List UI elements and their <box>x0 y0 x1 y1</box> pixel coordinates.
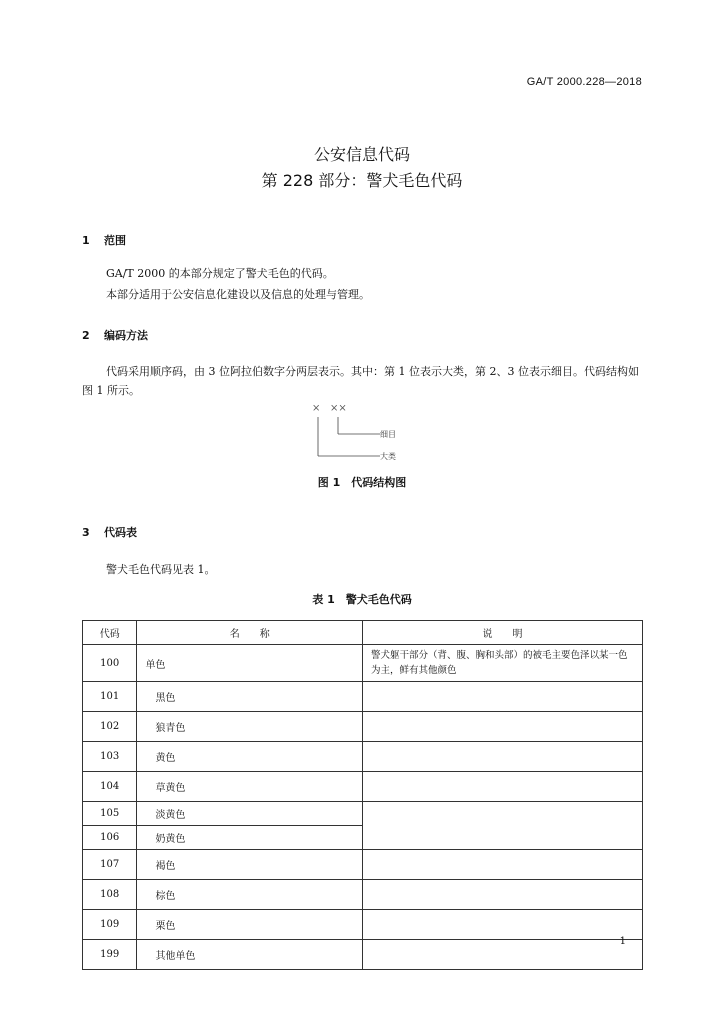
cell-code: 108 <box>83 880 137 910</box>
table-row <box>83 772 643 802</box>
cell-name: 淡黄色 <box>137 802 363 826</box>
table-reference-paragraph: 警犬毛色代码见表 1。 <box>106 563 216 576</box>
cell-description <box>363 772 643 802</box>
cell-code: 107 <box>83 850 137 880</box>
cell-name: 奶黄色 <box>137 826 363 850</box>
page-number: 1 <box>619 936 626 947</box>
sub-mark: ×× <box>330 403 347 414</box>
cell-code: 199 <box>83 940 137 970</box>
section-heading-method <box>82 327 148 343</box>
section-number: 3 <box>82 526 90 539</box>
cell-name: 其他单色 <box>137 940 363 970</box>
table-row <box>83 880 643 910</box>
figure-caption: 图 1 代码结构图 <box>317 476 407 489</box>
cell-description: 警犬躯干部分（背、腹、胸和头部）的被毛主要色泽以某一色为主，鲜有其他颜色 <box>363 645 643 682</box>
table-row <box>83 682 643 712</box>
cell-description <box>363 682 643 712</box>
table-row <box>83 940 643 970</box>
cell-code: 101 <box>83 682 137 712</box>
cell-code: 103 <box>83 742 137 772</box>
table-caption: 表 1 警犬毛色代码 <box>312 593 412 606</box>
code-structure-diagram <box>300 400 440 470</box>
cell-name: 褐色 <box>137 850 363 880</box>
section-number: 1 <box>82 234 90 247</box>
cell-code: 106 <box>83 826 137 850</box>
cell-code: 100 <box>83 645 137 682</box>
cell-code: 102 <box>83 712 137 742</box>
label-major-category: 大类 <box>380 452 396 461</box>
header-name: 名 称 <box>137 621 363 645</box>
diagram-lines <box>300 400 440 470</box>
cell-description <box>363 802 643 850</box>
cell-name: 黑色 <box>137 682 363 712</box>
cell-name: 黄色 <box>137 742 363 772</box>
header-description: 说 明 <box>363 621 643 645</box>
table-row <box>83 645 643 682</box>
cell-description <box>363 850 643 880</box>
table-row <box>83 742 643 772</box>
header-code: 代码 <box>83 621 137 645</box>
label-subcategory: 细目 <box>380 430 396 439</box>
method-paragraph: 代码采用顺序码，由 3 位阿拉伯数字分两层表示。其中：第 1 位表示大类，第 2、3 位表示细目。代码结构如图 1 所示。 <box>82 365 639 397</box>
table-header-row <box>83 621 643 645</box>
cell-description <box>363 940 643 970</box>
cell-description <box>363 712 643 742</box>
cell-code: 104 <box>83 772 137 802</box>
table-row <box>83 802 643 826</box>
scope-paragraph-2: 本部分适用于公安信息化建设以及信息的处理与管理。 <box>106 288 370 301</box>
dog-coat-color-code-table <box>82 620 643 970</box>
table-row <box>83 910 643 940</box>
section-title: 范围 <box>104 234 126 247</box>
scope-paragraph-1: GA/T 2000 的本部分规定了警犬毛色的代码。 <box>106 267 334 280</box>
cell-description <box>363 880 643 910</box>
cell-description <box>363 910 643 940</box>
section-number: 2 <box>82 329 90 342</box>
cell-name: 棕色 <box>137 880 363 910</box>
cell-code: 105 <box>83 802 137 826</box>
standard-number: GA/T 2000.228—2018 <box>526 76 642 88</box>
cell-name: 狼青色 <box>137 712 363 742</box>
table-row <box>83 712 643 742</box>
section-title: 代码表 <box>104 526 137 539</box>
table-row <box>83 850 643 880</box>
cell-code: 109 <box>83 910 137 940</box>
section-heading-code-table <box>82 524 137 540</box>
cell-name: 单色 <box>137 645 363 682</box>
document-title: 公安信息代码 <box>313 145 410 164</box>
section-title: 编码方法 <box>104 329 148 342</box>
section-heading-scope <box>82 232 126 248</box>
cell-description <box>363 742 643 772</box>
major-mark: × <box>312 403 321 414</box>
cell-name: 栗色 <box>137 910 363 940</box>
document-subtitle: 第 228 部分：警犬毛色代码 <box>261 171 463 190</box>
cell-name: 草黄色 <box>137 772 363 802</box>
